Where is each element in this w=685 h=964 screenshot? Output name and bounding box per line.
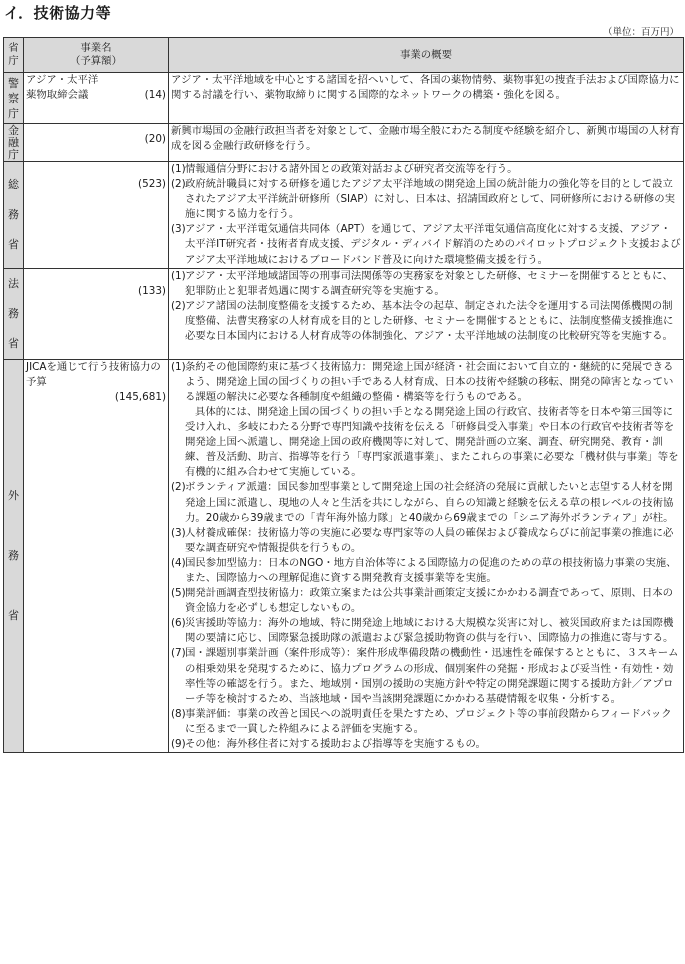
list-item: (4)国民参加型協力：日本のNGO・地方自治体等による国際協力の促進のための草の根技術協力事業の実施、また、国際協力への理解促進に資する開発教育支援事業等を実施。 (171, 556, 677, 584)
summary-cell (169, 162, 684, 269)
technical-cooperation-table (3, 37, 684, 753)
list-item: (7)国・課題別事業計画（案件形成等）：案件形成準備段階の機動性・迅速性を確保するとともに、３スキームの相乗効果を発現するために、協力プログラムの形成、個別案件の発掘・形成および妥当性・有効性・効率性等の確認を行う。また、地域別・国別の援助の実施方針や特定の開発課題に関する援助方針／アプローチ等を検討するため、当該地域・国や当該開発課題にかかわる基礎情報を収集・分析する。 (171, 647, 679, 705)
project-name-cell (24, 124, 169, 162)
list-item: (3)アジア・太平洋電気通信共同体（APT）を通じて、アジア太平洋電気通信高度化に対する支援、アジア・太平洋IT研究者・技術者育成支援、デジタル・ディバイド解消のためのパイロットプロジェクト支援およびアジア太平洋地域におけるブロードバンド普及に向けた環境整備支援を行う。 (171, 223, 681, 266)
project-name-cell: JICAを通じて行う技術協力の予算 (145,681) (24, 359, 169, 752)
table-row (4, 73, 684, 124)
budget-value: (14) (144, 89, 166, 102)
unit-note: （単位：百万円） (602, 27, 679, 38)
ministry-cell: 総務省 (4, 162, 24, 269)
table-row (4, 162, 684, 269)
table-row (4, 268, 684, 359)
header-project: 事業名 （予算額） (24, 38, 169, 73)
list-item: (1)条約その他国際約束に基づく技術協力：開発途上国が経済・社会面において自立的・継続的に発展できるよう、開発途上国の国づくりの担い手である人材育成、日本の技術や経験の移転、開発の障害となっている課題の解決に必要な各種制度や組織の整備・構築等を行うものである。 (171, 360, 674, 403)
list-item: (2)政府統計職員に対する研修を通じたアジア太平洋地域の開発途上国の統計能力の強化等を目的として設立されたアジア太平洋統計研修所（SIAP）に対し、日本は、招請国政府として、同研修所における研修の実施に関する協力を行う。 (171, 178, 675, 221)
ministry-cell: 警察庁 (4, 73, 24, 124)
list-item: (3)人材養成確保：技術協力等の実施に必要な専門家等の人員の確保および養成ならびに前記事業の推進に必要な調査研究や情報提供を行うもの。 (171, 526, 674, 554)
list-item-detail: 具体的には、開発途上国の国づくりの担い手となる開発途上国の行政官、技術者等を日本や第三国等に受け入れ、多岐にわたる分野で専門知識や技術を伝える「研修員受入事業」や日本の行政官や技術者等を開発途上国へ派遣し、開発途上国の政府機関等に対して、開発計画の立案、調査、研究開発、教育・訓練、普及活動、助言、指導等を行う「専門家派遣事業」、またこれらの事業に必要な「機材供与事業」等を有機的に組み合わせて実施している。 (185, 405, 679, 479)
header-ministry: 省庁 (4, 38, 24, 73)
budget-value: (133) (138, 284, 166, 297)
summary-cell: アジア・太平洋地域を中心とする諸国を招へいして、各国の薬物情勢、薬物事犯の捜査手法および国際協力に関する討議を行い、薬物取締りに関する国際的なネットワークの構築・強化を図る。 (169, 73, 684, 124)
budget-value: (523) (138, 178, 166, 190)
ministry-cell: 金融庁 (4, 124, 24, 162)
list-item: (9)その他：海外移住者に対する援助および指導等を実施するもの。 (171, 738, 486, 750)
summary-cell (169, 359, 684, 752)
budget-value: (20) (144, 133, 166, 145)
list-item: (8)事業評価：事業の改善と国民への説明責任を果たすため、プロジェクト等の事前段階からフィードバックに至るまで一貫した枠組みによる評価を実施する。 (171, 707, 672, 735)
list-item: (5)開発計画調査型技術協力：政策立案または公共事業計画策定支援にかかわる調査であって、原則、日本の資金協力を必ずしも想定しないもの。 (171, 587, 674, 615)
section-heading: イ．技術協力等 (4, 4, 112, 22)
table-row (4, 124, 684, 162)
project-name-cell: アジア・太平洋 薬物取締会議 (14) (24, 73, 169, 124)
project-name-cell (24, 268, 169, 359)
table-header-row (4, 38, 684, 73)
ministry-cell: 外務省 (4, 359, 24, 752)
summary-cell: 新興市場国の金融行政担当者を対象として、金融市場全般にわたる制度や経験を紹介し、新興市場国の人材育成を図る金融行政研修を行う。 (169, 124, 684, 162)
list-item: (6)災害援助等協力：海外の地域、特に開発途上地域における大規模な災害に対し、被災国政府または国際機関の要請に応じ、国際緊急援助隊の派遣および緊急援助物資の供与を行い、国際協力の推進に寄与する。 (171, 617, 674, 645)
project-name-cell (24, 162, 169, 269)
summary-cell (169, 268, 684, 359)
ministry-cell: 法務省 (4, 268, 24, 359)
table-row (4, 359, 684, 752)
list-item: (1)情報通信分野における諸外国との政策対話および研究者交流等を行う。 (171, 163, 518, 175)
list-item: (2)ボランティア派遣：国民参加型事業として開発途上国の社会経済の発展に貢献したいと志望する人材を開発途上国に派遣し、現地の人々と生活を共にしながら、自らの知識と経験を伝える草の根レベルの技術協力。20歳から39歳までの「青年海外協力隊」と40歳から69歳までの「シニア海外ボランティア」が柱。 (171, 481, 674, 524)
list-item: (1)アジア・太平洋地域諸国等の刑事司法関係等の実務家を対象とした研修、セミナーを開催するとともに、犯罪防止と犯罪者処遇に関する調査研究等を実施する。 (171, 269, 673, 297)
list-item: (2)アジア諸国の法制度整備を支援するため、基本法令の起草、制定された法令を運用する司法関係機関の制度整備、法曹実務家の人材育成を目的とした研修、セミナーを開催するとともに、法制度整備支援推進に必要な日本国内における人材育成等の体制強化、アジア・太平洋地域の法制度の比較研究等を実施する。 (171, 299, 674, 343)
budget-value: (145,681) (114, 390, 166, 403)
header-summary: 事業の概要 (169, 38, 684, 73)
